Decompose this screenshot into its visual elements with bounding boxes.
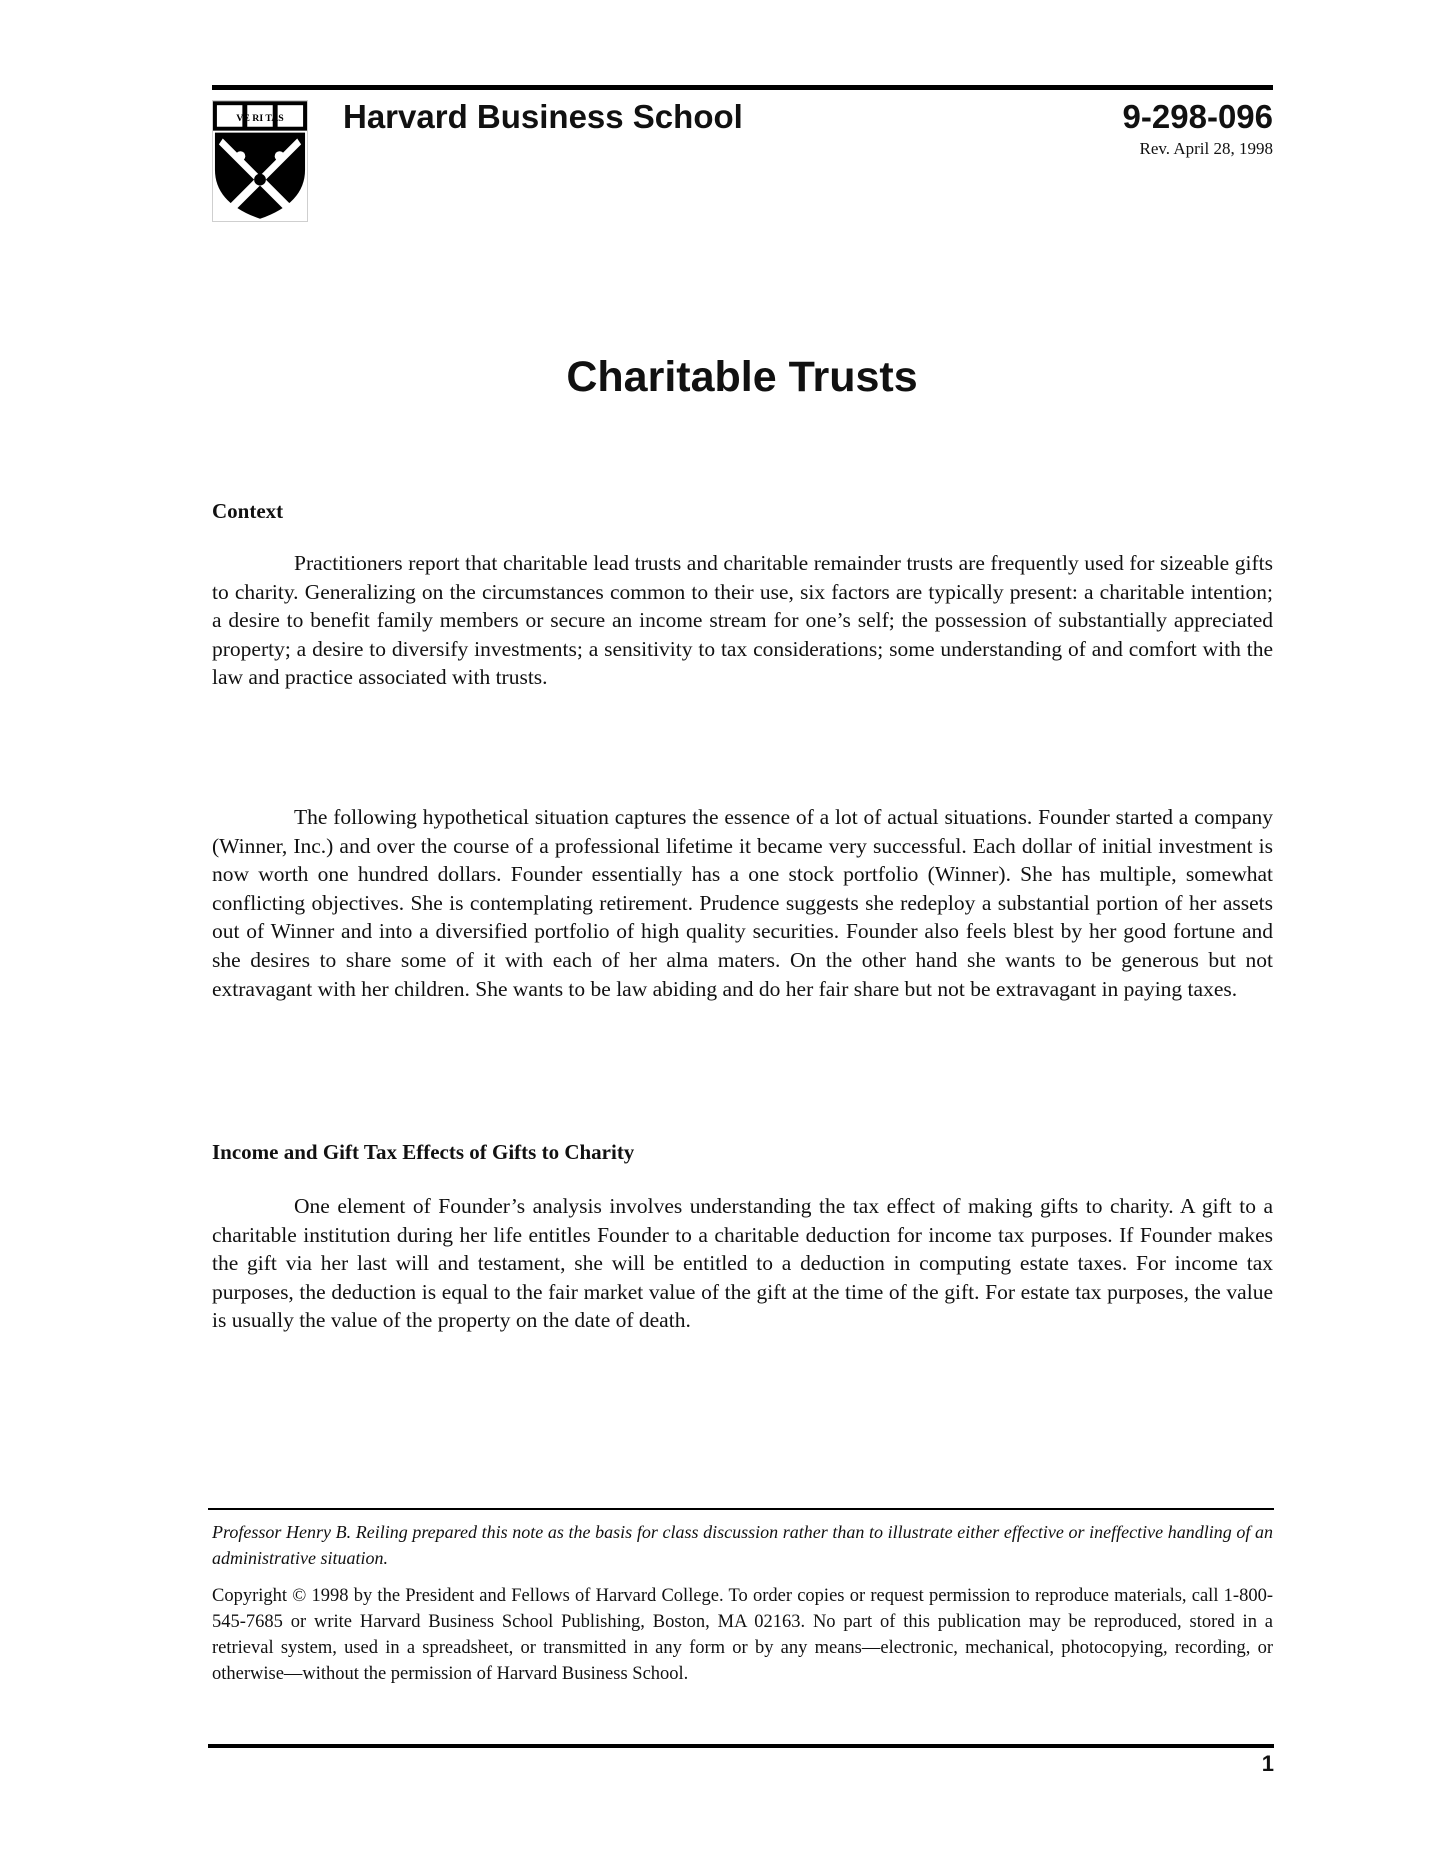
footer-rule	[208, 1744, 1274, 1748]
logo-veritas-text: VE RI TAS	[236, 112, 284, 124]
footnote-rule	[208, 1508, 1274, 1510]
copyright-notice: Copyright © 1998 by the President and Fellows of Harvard College. To order copies or request permission to reproduce materials, call 1-800-545-7685 or write Harvard Business School Publishing, Boston, MA 02163. No part of this publication may be reproduced, stored in a retrieval system, used in a spreadsheet, or transmitted in any form or by any means—electronic, mechanical, photocopying, recording, or otherwise—without the permission of Harvard Business School.	[212, 1586, 1273, 1684]
paragraph-context-1: Practitioners report that charitable lead trusts and charitable remainder trusts are frequently used for sizeable gifts to charity. Generalizing on the circumstances common to their use, six factors are typically present: a charitable intention; a desire to benefit family members or secure an income stream for one’s self; the possession of substantially appreciated property; a desire to diversify investments; a sensitivity to tax considerations; some understanding of and comfort with the law and practice associated with trusts.	[212, 551, 1273, 690]
page-number: 1	[1261, 1751, 1274, 1776]
revision-date: Rev. April 28, 1998	[1139, 139, 1273, 158]
section-heading-context: Context	[212, 499, 284, 523]
section-heading-income-gift-tax: Income and Gift Tax Effects of Gifts to Charity	[212, 1140, 635, 1164]
header-rule	[212, 85, 1273, 90]
school-name: Harvard Business School	[343, 98, 743, 135]
authorship-note: Professor Henry B. Reiling prepared this note as the basis for class discussion rather than to illustrate either effective or ineffective handling of an administrative situation.	[212, 1522, 1273, 1568]
paragraph-context-2: The following hypothetical situation captures the essence of a lot of actual situations. Founder started a company (Winner, Inc.) and over the course of a professional lifetime it became very successful. Each dollar of initial investment is now worth one hundred dollars. Founder essentially has a one stock portfolio (Winner). She has multiple, somewhat conflicting objectives. She is contemplating retirement. Prudence suggests she redeploy a substantial portion of her assets out of Winner and into a diversified portfolio of high quality securities. Founder also feels blest by her good fortune and she desires to share some of it with each of her alma maters. On the other hand she wants to be generous but not extravagant with her children. She wants to be law abiding and do her fair share but not be extravagant in paying taxes.	[212, 805, 1273, 1001]
document-title: Charitable Trusts	[566, 353, 918, 401]
case-number: 9-298-096	[1122, 98, 1273, 135]
paragraph-income-gift-tax-1: One element of Founder’s analysis involves understanding the tax effect of making gifts to charity. A gift to a charitable institution during her life entitles Founder to a charitable deduction for income tax purposes. If Founder makes the gift via her last will and testament, she will be entitled to a deduction in computing estate taxes. For income tax purposes, the deduction is equal to the fair market value of the gift at the time of the gift. For estate tax purposes, the value is usually the value of the property on the date of death.	[212, 1194, 1273, 1333]
hbs-shield-logo	[212, 100, 308, 222]
